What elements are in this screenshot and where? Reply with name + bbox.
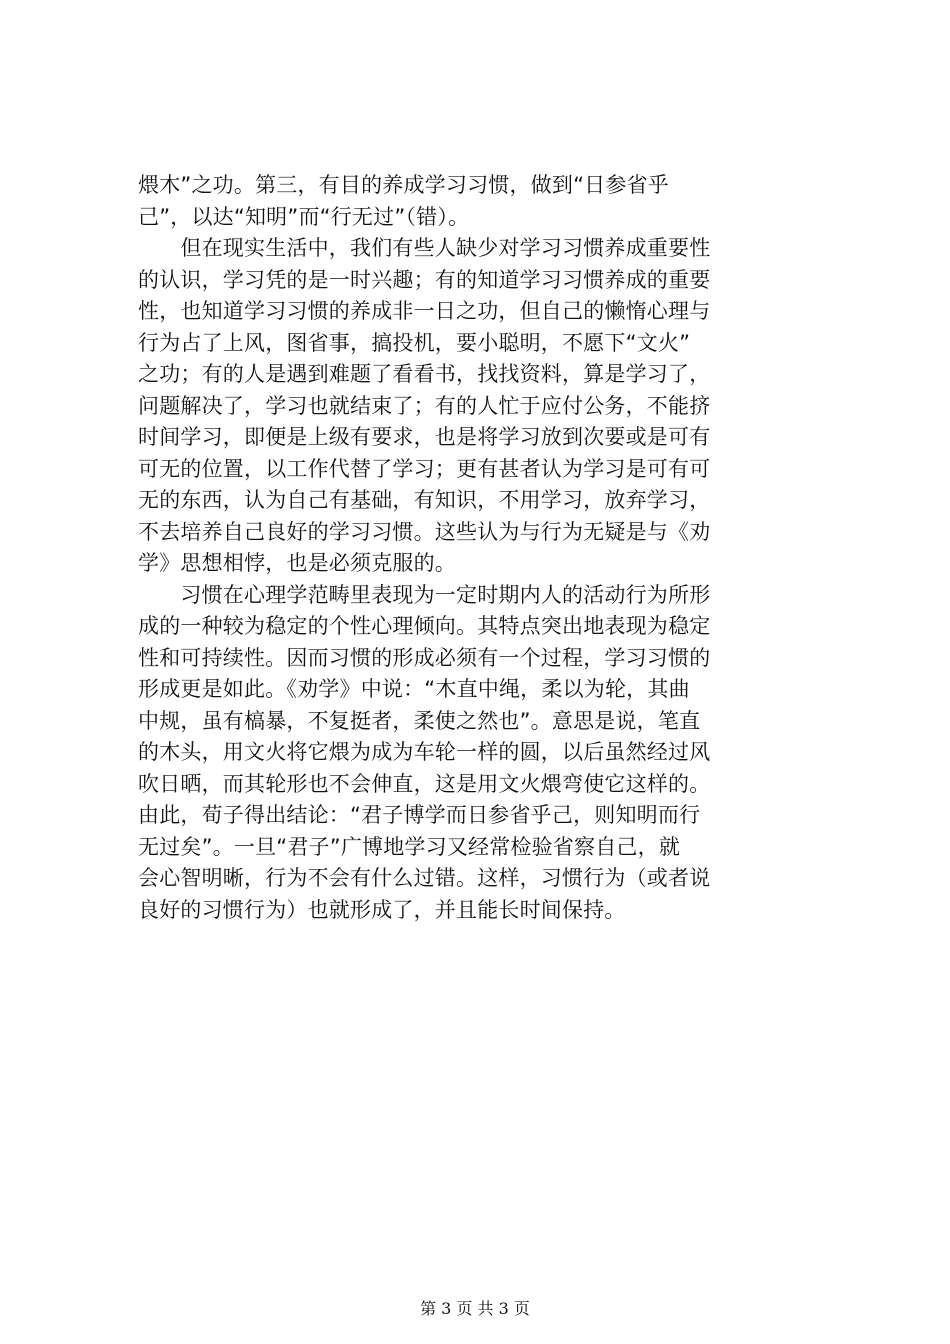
text-line: 学》思想相悖，也是必须克服的。: [138, 551, 456, 575]
text-line: 时间学习，即便是上级有要求，也是将学习放到次要或是可有: [138, 425, 711, 449]
text-line: 的认识，学习凭的是一时兴趣；有的知道学习习惯养成的重要: [138, 267, 711, 292]
text-line: 形成更是如此。《劝学》中说：“木直中绳，柔以为轮，其曲: [138, 677, 690, 701]
text-line: 己”，以达“知明”而“行无过”（错）。: [138, 204, 470, 229]
text-line: 但在现实生活中，我们有些人缺少对学习习惯养成重要性: [138, 236, 711, 260]
text-line: 无的东西，认为自己有基础，有知识，不用学习，放弃学习，: [138, 488, 711, 512]
text-line: 吹日晒，而其轮形也不会伸直，这是用文火煨弯使它这样的。: [138, 771, 711, 796]
text-line: 问题解决了，学习也就结束了；有的人忙于应付公务，不能挤: [138, 393, 711, 418]
text-line: 习惯在心理学范畴里表现为一定时期内人的活动行为所形: [138, 582, 711, 607]
text-line: 的木头，用文火将它煨为成为车轮一样的圆，以后虽然经过风: [138, 740, 711, 764]
text-line: 成的一种较为稳定的个性心理倾向。其特点突出地表现为稳定: [138, 614, 711, 638]
text-line: 性和可持续性。因而习惯的形成必须有一个过程，学习习惯的: [138, 645, 711, 670]
text-line: 会心智明晰，行为不会有什么过错。这样，习惯行为（或者说: [138, 866, 711, 890]
text-line: 无过矣”。一旦“君子”广博地学习又经常检验省察自己，就: [138, 834, 681, 859]
body-text: [138, 170, 838, 926]
text-line: 中规，虽有槁暴，不复挺者，柔使之然也”。意思是说，笔直: [138, 708, 701, 733]
text-line: 之功；有的人是遇到难题了看看书，找找资料，算是学习了，: [138, 362, 711, 386]
text-line: 可无的位置，以工作代替了学习；更有甚者认为学习是可有可: [138, 456, 711, 481]
page-number-footer: 第 3 页 共 3 页: [420, 1299, 530, 1318]
text-line: 良好的习惯行为）也就形成了，并且能长时间保持。: [138, 897, 626, 922]
text-line: 煨木”之功。第三，有目的养成学习习惯，做到“日参省乎: [138, 173, 669, 197]
text-line: 由此，荀子得出结论：“君子博学而日参省乎己，则知明而行: [138, 803, 701, 827]
text-line: 行为占了上风，图省事，搞投机，要小聪明，不愿下“文火”: [138, 330, 691, 355]
text-line: 性，也知道学习习惯的养成非一日之功，但自己的懒惰心理与: [138, 299, 711, 323]
text-line: 不去培养自己良好的学习习惯。这些认为与行为无疑是与《劝: [138, 519, 711, 544]
